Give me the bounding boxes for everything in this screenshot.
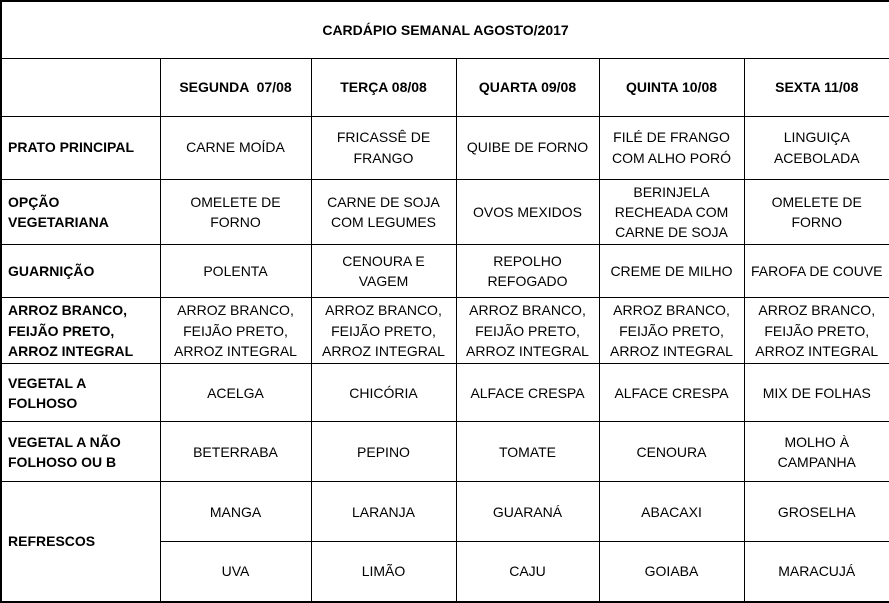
page-title: CARDÁPIO SEMANAL AGOSTO/2017 bbox=[1, 1, 889, 58]
menu-cell: ARROZ BRANCO, FEIJÃO PRETO, ARROZ INTEGRAL bbox=[456, 298, 599, 364]
table-row-guarnicao bbox=[1, 245, 889, 298]
menu-cell: LARANJA bbox=[311, 482, 456, 542]
menu-cell: ABACAXI bbox=[599, 482, 744, 542]
row-label-guarnicao: GUARNIÇÃO bbox=[1, 245, 160, 298]
day-header-quarta: QUARTA 09/08 bbox=[456, 58, 599, 116]
menu-cell: CARNE DE SOJA COM LEGUMES bbox=[311, 179, 456, 245]
table-row-prato-principal bbox=[1, 116, 889, 179]
table-row-opcao-vegetariana bbox=[1, 179, 889, 245]
menu-cell: GOIABA bbox=[599, 542, 744, 602]
menu-cell: POLENTA bbox=[160, 245, 311, 298]
day-header-segunda: SEGUNDA 07/08 bbox=[160, 58, 311, 116]
menu-cell: CENOURA bbox=[599, 422, 744, 482]
menu-cell: ARROZ BRANCO, FEIJÃO PRETO, ARROZ INTEGRAL bbox=[160, 298, 311, 364]
menu-cell: MOLHO À CAMPANHA bbox=[744, 422, 889, 482]
day-header-row bbox=[1, 58, 889, 116]
menu-cell: GUARANÁ bbox=[456, 482, 599, 542]
menu-cell: MANGA bbox=[160, 482, 311, 542]
table-row-vegetal-nao-folhoso bbox=[1, 422, 889, 482]
menu-cell: BERINJELA RECHEADA COM CARNE DE SOJA bbox=[599, 179, 744, 245]
menu-cell: ALFACE CRESPA bbox=[599, 364, 744, 422]
menu-cell: REPOLHO REFOGADO bbox=[456, 245, 599, 298]
title-row bbox=[1, 1, 889, 58]
menu-cell: ARROZ BRANCO, FEIJÃO PRETO, ARROZ INTEGRAL bbox=[599, 298, 744, 364]
row-label-vegetal-folhoso: VEGETAL A FOLHOSO bbox=[1, 364, 160, 422]
day-header-terca: TERÇA 08/08 bbox=[311, 58, 456, 116]
menu-cell: OMELETE DE FORNO bbox=[160, 179, 311, 245]
menu-cell: UVA bbox=[160, 542, 311, 602]
menu-cell: CHICÓRIA bbox=[311, 364, 456, 422]
day-header-quinta: QUINTA 10/08 bbox=[599, 58, 744, 116]
menu-cell: OMELETE DE FORNO bbox=[744, 179, 889, 245]
menu-cell: MARACUJÁ bbox=[744, 542, 889, 602]
menu-cell: LINGUIÇA ACEBOLADA bbox=[744, 116, 889, 179]
day-header-sexta: SEXTA 11/08 bbox=[744, 58, 889, 116]
menu-cell: ACELGA bbox=[160, 364, 311, 422]
menu-cell: FRICASSÊ DE FRANGO bbox=[311, 116, 456, 179]
menu-cell: GROSELHA bbox=[744, 482, 889, 542]
menu-cell: LIMÃO bbox=[311, 542, 456, 602]
menu-cell: BETERRABA bbox=[160, 422, 311, 482]
row-label-refrescos: REFRESCOS bbox=[1, 482, 160, 602]
menu-cell: ARROZ BRANCO, FEIJÃO PRETO, ARROZ INTEGRAL bbox=[311, 298, 456, 364]
menu-cell: QUIBE DE FORNO bbox=[456, 116, 599, 179]
menu-cell: MIX DE FOLHAS bbox=[744, 364, 889, 422]
row-label-opcao-vegetariana: OPÇÃO VEGETARIANA bbox=[1, 179, 160, 245]
menu-cell: OVOS MEXIDOS bbox=[456, 179, 599, 245]
menu-cell: CENOURA E VAGEM bbox=[311, 245, 456, 298]
menu-cell: ARROZ BRANCO, FEIJÃO PRETO, ARROZ INTEGRAL bbox=[744, 298, 889, 364]
menu-cell: CARNE MOÍDA bbox=[160, 116, 311, 179]
row-label-prato-principal: PRATO PRINCIPAL bbox=[1, 116, 160, 179]
table-row-arroz bbox=[1, 298, 889, 364]
row-label-vegetal-nao-folhoso: VEGETAL A NÃO FOLHOSO OU B bbox=[1, 422, 160, 482]
corner-cell bbox=[1, 58, 160, 116]
menu-cell: ALFACE CRESPA bbox=[456, 364, 599, 422]
menu-cell: CREME DE MILHO bbox=[599, 245, 744, 298]
table-row-vegetal-folhoso bbox=[1, 364, 889, 422]
menu-cell: FILÉ DE FRANGO COM ALHO PORÓ bbox=[599, 116, 744, 179]
row-label-arroz: ARROZ BRANCO, FEIJÃO PRETO, ARROZ INTEGRAL bbox=[1, 298, 160, 364]
menu-cell: PEPINO bbox=[311, 422, 456, 482]
menu-cell: FAROFA DE COUVE bbox=[744, 245, 889, 298]
table-row-refrescos-1 bbox=[1, 482, 889, 542]
menu-cell: TOMATE bbox=[456, 422, 599, 482]
menu-cell: CAJU bbox=[456, 542, 599, 602]
